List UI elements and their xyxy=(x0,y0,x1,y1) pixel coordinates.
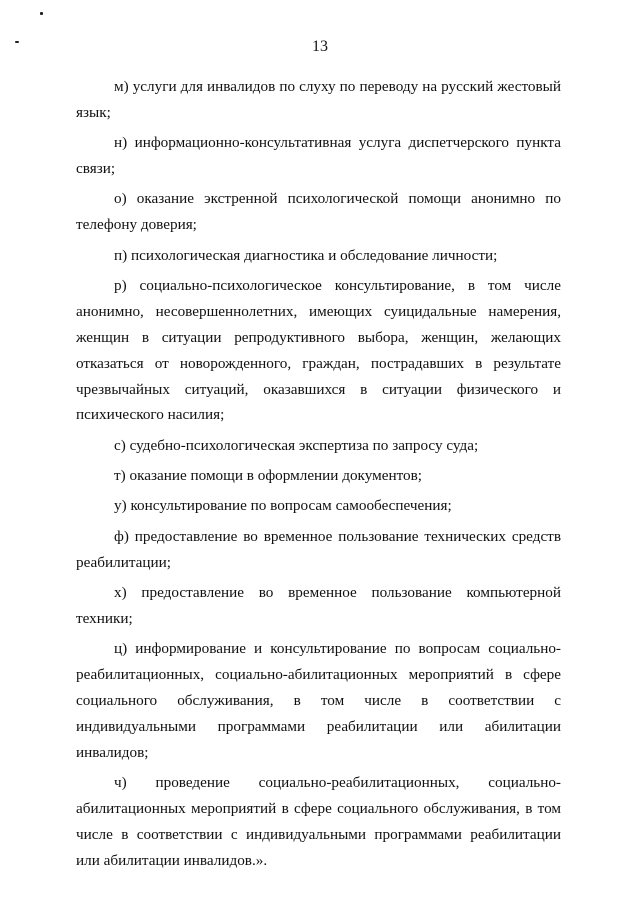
scan-speck xyxy=(40,12,43,15)
list-item-n: н) информационно-консультативная услуга диспетчерского пункта связи; xyxy=(76,134,561,178)
list-item-kh: х) предоставление во временное пользование компьютерной техники; xyxy=(76,583,561,627)
list-item-t: т) оказание помощи в оформлении документов; xyxy=(114,467,423,485)
list-item-m: м) услуги для инвалидов по слуху по переводу на русский жестовый язык; xyxy=(76,78,561,121)
list-item-p: п) психологическая диагностика и обследование личности; xyxy=(114,246,498,264)
list-item-ch: ч) проведение социально-реабилитационных, социально-абилитационных мероприятий в сфере социального обслуживания, в том числе в соответствии с индивидуальными программами реабилитации или абилитации инвалидов.». xyxy=(76,773,561,869)
document-body xyxy=(76,74,561,878)
list-item-ts: ц) информирование и консультирование по вопросам социально-реабилитационных, социально-абилитационных мероприятий в сфере социального обслуживания, в том числе в соответствии с индивидуальными программами реабилитации или абилитации инвалидов; xyxy=(76,640,561,761)
list-item-u: у) консультирование по вопросам самообеспечения; xyxy=(114,497,452,515)
page-number: 13 xyxy=(312,38,328,55)
list-item-r: р) социально-психологическое консультирование, в том числе анонимно, несовершеннолетних, имеющих суицидальные намерения, женщин в ситуации репродуктивного выбора, женщин, желающих отказаться от новорожденного, граждан, пострадавших в результате чрезвычайных ситуаций, оказавшихся в ситуации физического и психического насилия; xyxy=(76,276,561,424)
list-item-o: о) оказание экстренной психологической помощи анонимно по телефону доверия; xyxy=(76,190,561,234)
list-item-s: с) судебно-психологическая экспертиза по запросу суда; xyxy=(114,436,479,454)
list-item-f: ф) предоставление во временное пользование технических средств реабилитации; xyxy=(76,527,561,571)
